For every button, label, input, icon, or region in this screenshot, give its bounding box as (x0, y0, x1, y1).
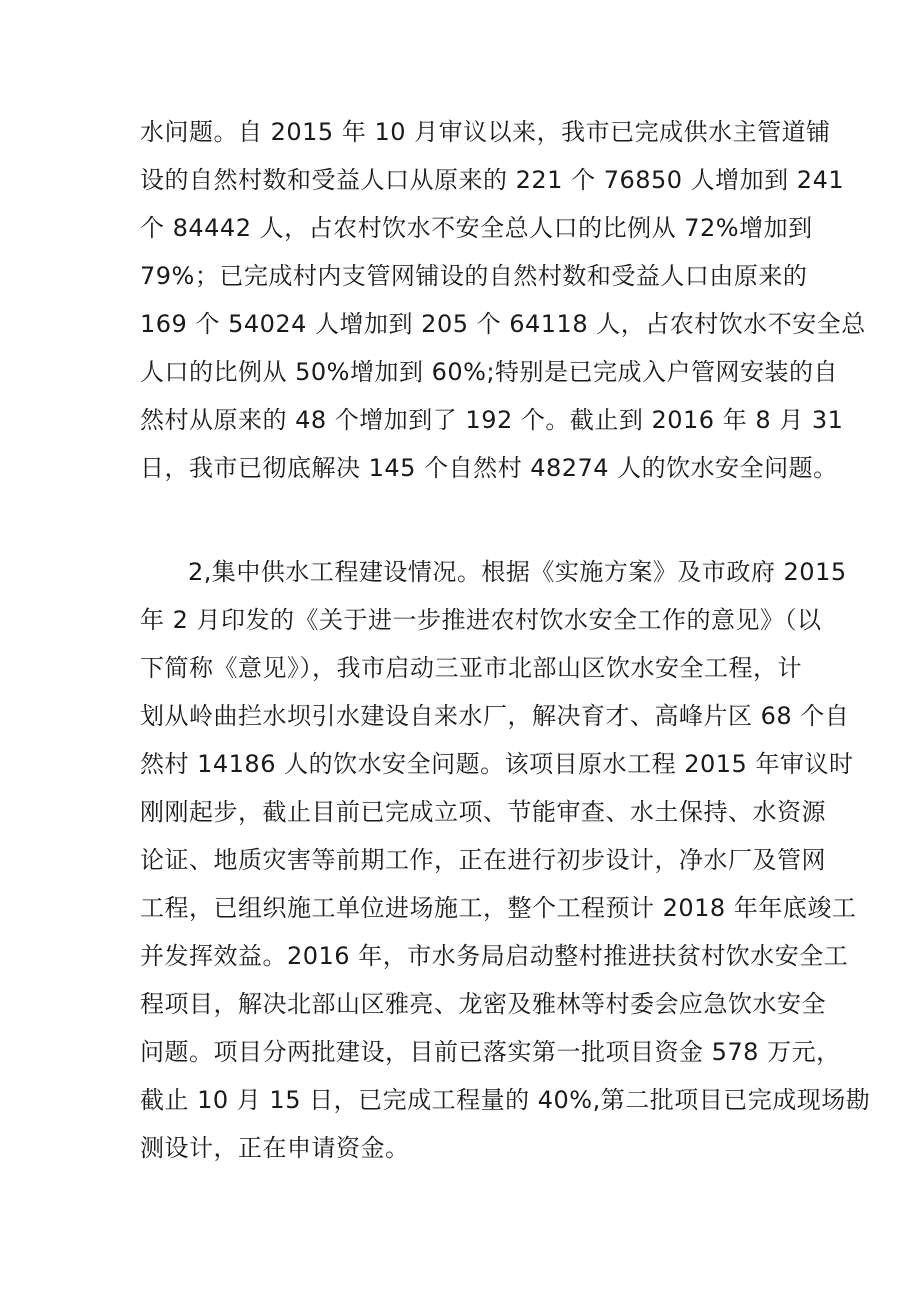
paragraph-line: 水问题。自 2015 年 10 月审议以来，我市已完成供水主管道铺 (140, 118, 831, 146)
paragraph-line: 79%；已完成村内支管网铺设的自然村数和受益人口由原来的 (140, 262, 808, 290)
paragraph-line: 设的自然村数和受益人口从原来的 221 个 76850 人增加到 241 (140, 166, 845, 194)
paragraph-line: 工程，已组织施工单位进场施工，整个工程预计 2018 年年底竣工 (140, 894, 857, 922)
paragraph-line: 然村从原来的 48 个增加到了 192 个。截止到 2016 年 8 月 31 (140, 406, 844, 434)
paragraph-line: 并发挥效益。2016 年，市水务局启动整村推进扶贫村饮水安全工 (140, 942, 849, 970)
paragraph-line: 年 2 月印发的《关于进一步推进农村饮水安全工作的意见》（以 (140, 606, 822, 634)
paragraph-line: 然村 14186 人的饮水安全问题。该项目原水工程 2015 年审议时 (140, 750, 854, 778)
paragraph-line: 刚刚起步，截止目前已完成立项、节能审查、水土保持、水资源 (140, 798, 826, 826)
paragraph-line: 个 84442 人，占农村饮水不安全总人口的比例从 72%增加到 (140, 214, 813, 242)
paragraph-line: 截止 10 月 15 日，已完成工程量的 40%,第二批项目已完成现场勘 (140, 1086, 871, 1114)
paragraph-line: 论证、地质灾害等前期工作，正在进行初步设计，净水厂及管网 (140, 846, 826, 874)
paragraph-line: 人口的比例从 50%增加到 60%;特别是已完成入户管网安装的自 (140, 358, 839, 386)
paragraph-line: 2,集中供水工程建设情况。根据《实施方案》及市政府 2015 (188, 558, 847, 586)
paragraph-line: 程项目，解决北部山区雅亮、龙密及雅林等村委会应急饮水安全 (140, 990, 826, 1018)
paragraph-line: 划从岭曲拦水坝引水建设自来水厂，解决育才、高峰片区 68 个自 (140, 702, 850, 730)
paragraph-line: 下简称《意见》），我市启动三亚市北部山区饮水安全工程，计 (140, 654, 802, 682)
paragraph-line: 测设计，正在申请资金。 (140, 1134, 410, 1162)
paragraph-line: 日，我市已彻底解决 145 个自然村 48274 人的饮水安全问题。 (140, 454, 838, 482)
paragraph-line: 问题。项目分两批建设，目前已落实第一批项目资金 578 万元， (140, 1038, 841, 1066)
paragraph-line: 169 个 54024 人增加到 205 个 64118 人，占农村饮水不安全总 (140, 310, 866, 338)
